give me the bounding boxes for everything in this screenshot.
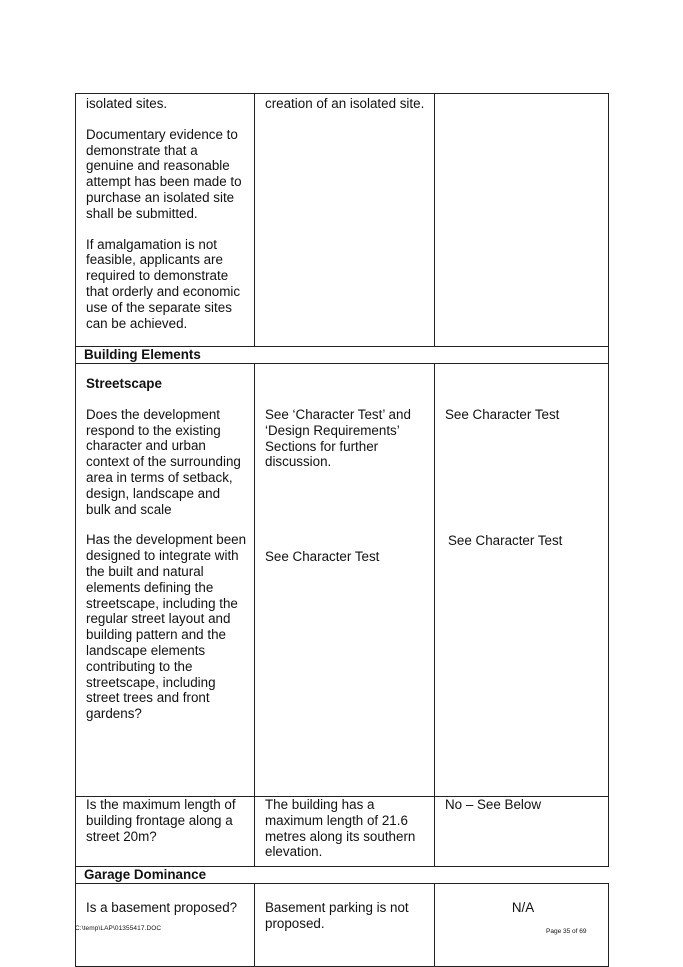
- compliance-cell: [435, 94, 609, 347]
- comment-text: The building has a maximum length of 21.6 metres along its southern elevation.: [265, 797, 416, 860]
- criteria-text: Documentary evidence to demonstrate that a genuine and reasonable attempt has been made to purchase an isolated site shall be submitted.: [86, 126, 242, 221]
- comment-cell: [255, 94, 435, 347]
- comment-cell: [255, 797, 435, 867]
- table-row: [76, 797, 609, 867]
- compliance-text: See Character Test: [448, 532, 563, 548]
- footer-file-path: C:\temp\LAP\01355417.DOC: [75, 925, 162, 932]
- subsection-heading: Streetscape: [86, 376, 162, 391]
- section-header-row: [76, 867, 609, 884]
- comment-cell: [255, 364, 435, 797]
- footer-page-number: Page 35 of 69: [546, 928, 587, 935]
- criteria-text: If amalgamation is not feasible, applicants are required to demonstrate that orderly and economic use of the separate sites can be achieved.: [86, 236, 241, 331]
- criteria-cell: [76, 364, 255, 797]
- table-row: [76, 364, 609, 797]
- criteria-text: isolated sites.: [86, 96, 168, 111]
- compliance-cell: [435, 884, 609, 967]
- comment-text: See ‘Character Test’ and ‘Design Requirements’ Sections for further discussion.: [265, 407, 411, 470]
- criteria-cell: [76, 797, 255, 867]
- compliance-cell: [435, 364, 609, 797]
- section-header-row: [76, 347, 609, 364]
- question-text: Does the development respond to the existing character and urban context of the surrounding area in terms of setback, design, landscape and bulk and scale: [86, 406, 241, 517]
- section-header-cell: [76, 347, 609, 364]
- assessment-table: [75, 93, 609, 967]
- question-text: Has the development been designed to integrate with the built and natural elements defining the streetscape, including the regular street layout and building pattern and the landscape elements contributing to the streetscape, including street trees and front gardens?: [86, 532, 247, 722]
- criteria-cell: [76, 94, 255, 347]
- compliance-text: N/A: [511, 900, 535, 916]
- section-heading: Building Elements: [84, 347, 201, 362]
- question-text: Is the maximum length of building frontage along a street 20m?: [86, 797, 236, 844]
- comment-text: creation of an isolated site.: [265, 96, 425, 111]
- compliance-cell: [435, 797, 609, 867]
- comment-cell: [255, 884, 435, 967]
- table-row: [76, 94, 609, 347]
- comment-text: Basement parking is not proposed.: [265, 900, 409, 931]
- section-header-cell: [76, 867, 609, 884]
- comment-text: See Character Test: [265, 549, 380, 565]
- section-heading: Garage Dominance: [84, 867, 207, 883]
- compliance-text: See Character Test: [445, 407, 560, 422]
- compliance-text: No – See Below: [445, 797, 542, 812]
- question-text: Is a basement proposed?: [86, 900, 238, 916]
